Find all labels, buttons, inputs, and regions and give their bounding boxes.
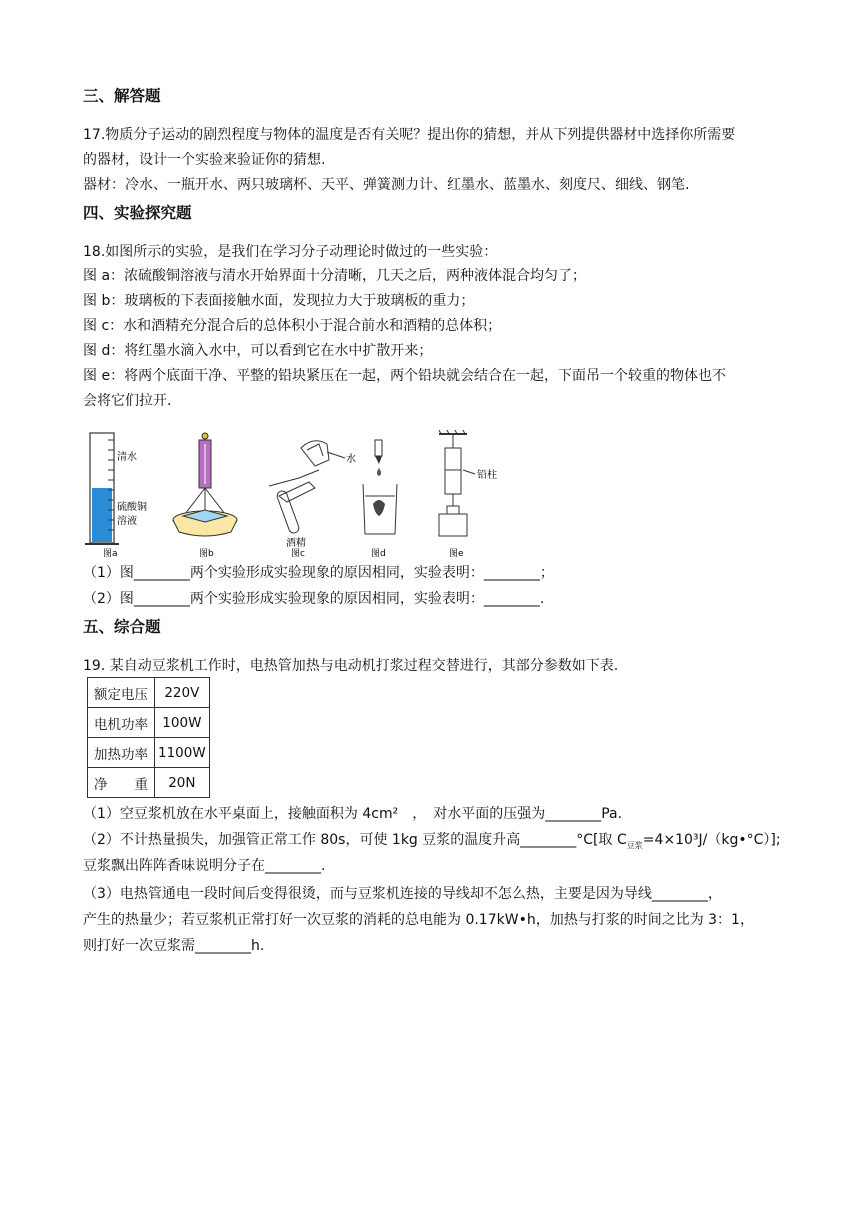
q18-fig-e-desc-2: 会将它们拉开.: [83, 393, 172, 409]
q18-fig-b-desc: 图 b：玻璃板的下表面接触水面，发现拉力大于玻璃板的重力；: [83, 293, 475, 309]
q19-part-3-line-2: 产生的热量少；若豆浆机正常打好一次豆浆的消耗的总电能为 0.17kW•h，加热与打浆的时间之比为 3：1，: [83, 912, 754, 928]
q18-fig-c-desc: 图 c：水和酒精充分混合后的总体积小于混合前水和酒精的总体积；: [83, 318, 502, 334]
q19-part-2-a: （2）不计热量损失，加强管正常工作 80s，可使 1kg 豆浆的温度升高________°C[取 C: [83, 832, 627, 848]
q19-part-2-line-1: [83, 830, 781, 856]
q18-intro: 18.如图所示的实验，是我们在学习分子动理论时做过的一些实验：: [83, 244, 498, 260]
table-row: [88, 708, 210, 738]
spec-key: 额定电压: [88, 678, 155, 708]
table-row: [88, 768, 210, 798]
caption-b: 图b: [199, 549, 214, 559]
caption-c: 图c: [291, 549, 305, 559]
q18-fig-d-desc: 图 d：将红墨水滴入水中，可以看到它在水中扩散开来；: [83, 343, 433, 359]
q19-part-2-line-2: 豆浆飘出阵阵香味说明分子在________.: [83, 858, 326, 874]
label-alcohol: 酒精: [286, 538, 306, 549]
section-title-experiment: 四、实验探究题: [83, 204, 192, 222]
table-row: [88, 678, 210, 708]
q18-fig-a-desc: 图 a：浓硫酸铜溶液与清水开始界面十分清晰，几天之后，两种液体混合均匀了；: [83, 268, 587, 284]
soymilk-spec-table: [87, 677, 210, 798]
spec-value: 1100W: [155, 738, 210, 768]
experiment-figures: [83, 430, 523, 564]
q18-sub-1: （1）图________两个实验形成实验现象的原因相同，实验表明：________；: [83, 565, 554, 581]
spec-key: 净 重: [88, 768, 155, 798]
caption-e: 图e: [449, 549, 464, 559]
figure-e-lead-cylinders: [439, 430, 497, 559]
spec-value: 220V: [155, 678, 210, 708]
figure-c-test-tube: [269, 441, 356, 559]
figure-a-cylinder: [85, 433, 147, 559]
q19-part-3-line-1: （3）电热管通电一段时间后变得很烫，而与豆浆机连接的导线却不怎么热，主要是因为导线________，: [83, 886, 722, 902]
figure-d-beaker: [363, 440, 397, 559]
spec-value: 100W: [155, 708, 210, 738]
q17-line-2: 的器材，设计一个实验来验证你的猜想.: [83, 152, 326, 168]
figure-b-spring-balance: [173, 433, 237, 559]
label-cuso4-1: 硫酸铜: [117, 502, 147, 513]
q19-part-1: （1）空豆浆机放在水平桌面上，接触面积为 4cm² ， 对水平面的压强为________Pa.: [83, 806, 623, 822]
spec-key: 电机功率: [88, 708, 155, 738]
caption-d: 图d: [371, 549, 386, 559]
caption-a: 图a: [103, 549, 118, 559]
section-title-answer: 三、解答题: [83, 87, 161, 105]
table-row: [88, 738, 210, 768]
label-lead: 铅柱: [477, 470, 497, 481]
q17-equipment: 器材：冷水、一瓶开水、两只玻璃杯、天平、弹簧测力计、红墨水、蓝墨水、刻度尺、细线、钢笔.: [83, 177, 690, 193]
q18-fig-e-desc-1: 图 e：将两个底面干净、平整的铅块紧压在一起，两个铅块就会结合在一起，下面吊一个较重的物体也不: [83, 368, 727, 384]
q19-part-3-line-3: 则打好一次豆浆需________h.: [83, 938, 265, 954]
q19-part-2-b: =4×10³J/（kg•°C）];: [642, 832, 781, 848]
spec-key: 加热功率: [88, 738, 155, 768]
q17-line-1: 17.物质分子运动的剧烈程度与物体的温度是否有关呢？提出你的猜想，并从下列提供器材中选择你所需要: [83, 127, 736, 143]
section-title-comprehensive: 五、综合题: [83, 618, 161, 636]
q19-part-2-subscript: 豆浆: [626, 840, 643, 850]
q19-intro: 19. 某自动豆浆机工作时，电热管加热与电动机打浆过程交替进行，其部分参数如下表.: [83, 658, 619, 674]
label-cuso4-2: 溶液: [117, 516, 137, 527]
q18-sub-2: （2）图________两个实验形成实验现象的原因相同，实验表明：________.: [83, 591, 545, 607]
spec-value: 20N: [155, 768, 210, 798]
label-water: 清水: [117, 452, 137, 463]
label-shui: 水: [346, 454, 356, 465]
